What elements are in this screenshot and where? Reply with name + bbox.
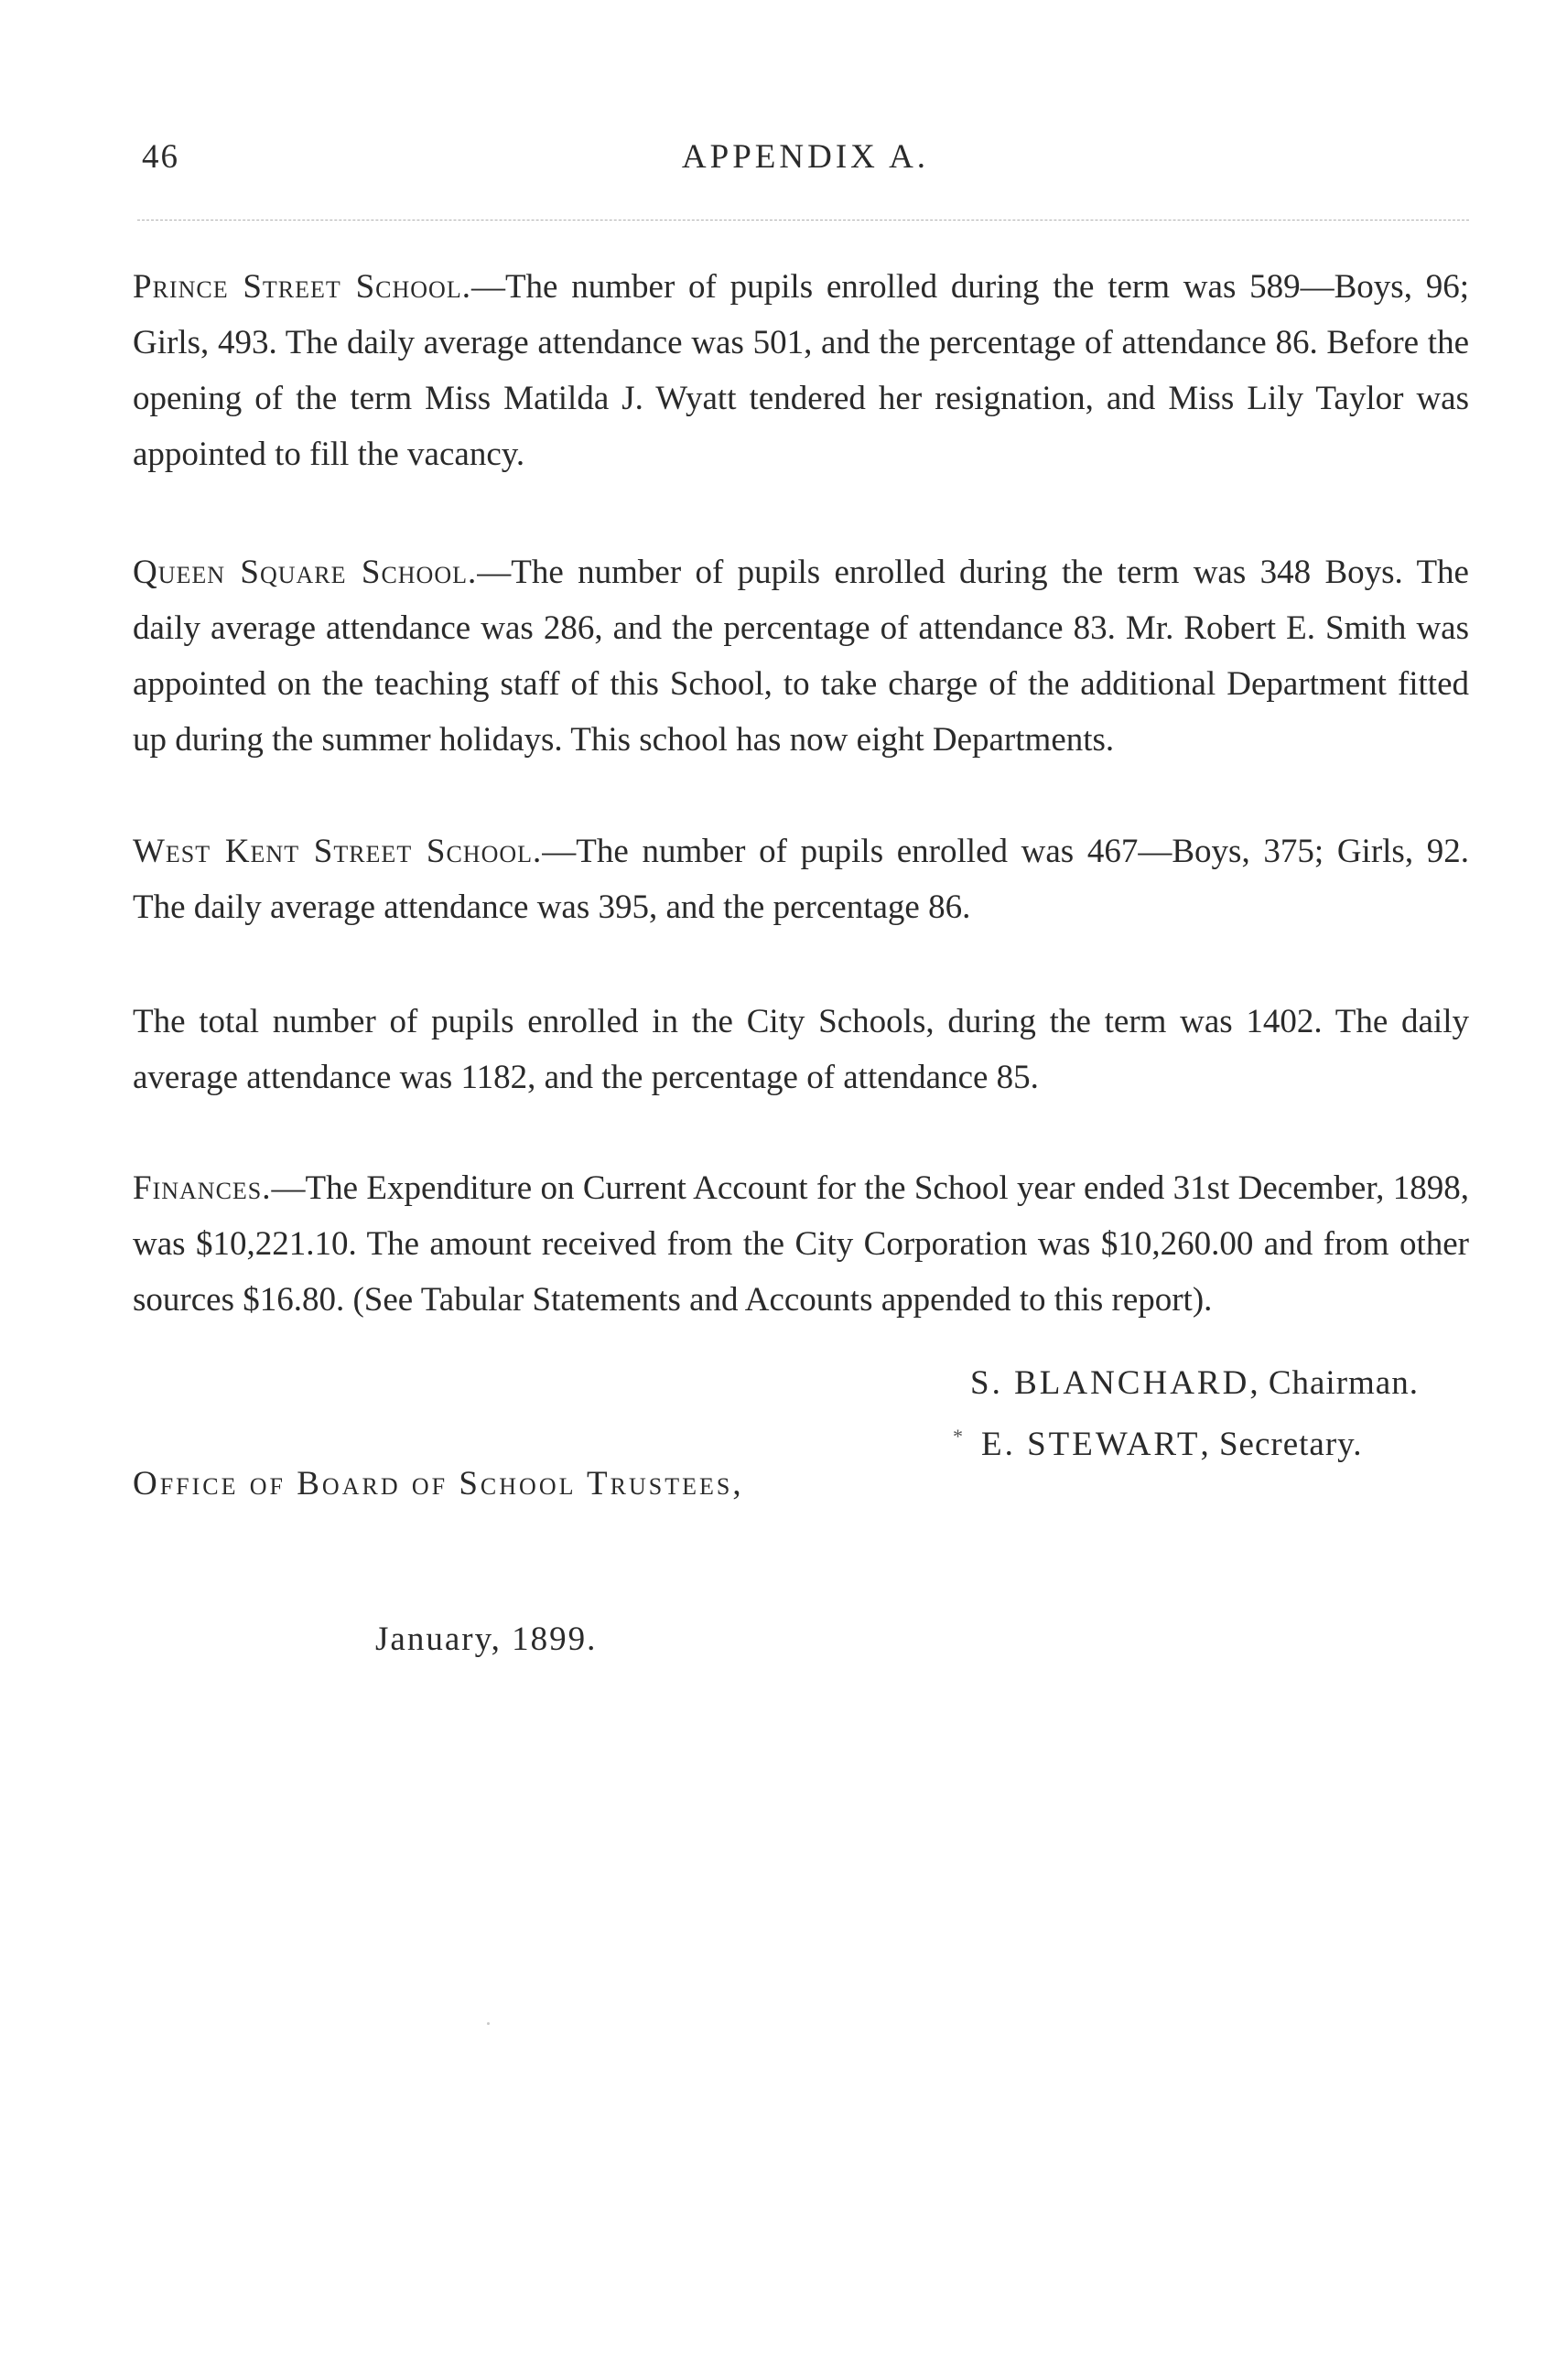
- running-head: APPENDIX A.: [681, 138, 930, 176]
- paragraph-prince-street-school: [133, 259, 1469, 482]
- paragraph-total-enrolment: [133, 994, 1469, 1105]
- paragraph-lead: Queen Square School.: [133, 554, 478, 591]
- paragraph-finances: [133, 1160, 1469, 1328]
- paragraph-body: —The number of pupils enrolled was 467—Boys, 375; Girls, 92. The daily average attendance was 395, and the percentage 86.: [133, 833, 1469, 926]
- paragraph-west-kent-street-school: [133, 824, 1469, 935]
- paragraph-lead: Finances.: [133, 1169, 272, 1207]
- paragraph-lead: Prince Street School.: [133, 268, 471, 306]
- paragraph-body: —The Expenditure on Current Account for the School year ended 31st December, 1898, was $10,221.10. The amount received from the City Corporation was $10,260.00 and from other sources $16.80. (See Tabular Statements and Accounts appended to this report).: [133, 1169, 1469, 1319]
- paragraph-queen-square-school: [133, 544, 1469, 768]
- signatory-name: E. STEWART: [981, 1426, 1201, 1463]
- office-line: Office of Board of School Trustees,: [133, 1465, 744, 1502]
- paper-speck: [487, 2022, 490, 2025]
- signatory-title: , Chairman.: [1249, 1364, 1419, 1402]
- paragraph-body: —The number of pupils enrolled during the term was 589—Boys, 96; Girls, 493. The daily average attendance was 501, and the percentage of attendance 86. Before the opening of the term Miss Matilda J. Wyatt tendered her resignation, and Miss Lily Taylor was appointed to fill the vacancy.: [133, 268, 1469, 473]
- signature-chairman: [970, 1363, 1419, 1403]
- paragraph-lead: West Kent Street School.: [133, 833, 543, 870]
- header-divider: [137, 220, 1469, 221]
- signature-secretary: [981, 1425, 1363, 1464]
- page-number: 46: [142, 138, 179, 176]
- paragraph-body: —The number of pupils enrolled during the term was 348 Boys. The daily average attendance was 286, and the percentage of attendance 83. Mr. Robert E. Smith was appointed on the teaching staff of this School, to take charge of the additional Department fitted up during the summer holidays. This school has now eight Departments.: [133, 554, 1469, 759]
- ink-mark: *: [953, 1425, 963, 1448]
- date-line: January, 1899.: [375, 1621, 598, 1658]
- signatory-name: S. BLANCHARD: [970, 1364, 1250, 1402]
- signatory-title: , Secretary.: [1200, 1426, 1363, 1463]
- paragraph-body: The total number of pupils enrolled in the City Schools, during the term was 1402. The daily average attendance was 1182, and the percentage of attendance 85.: [133, 1003, 1469, 1096]
- page-header: [142, 137, 1469, 183]
